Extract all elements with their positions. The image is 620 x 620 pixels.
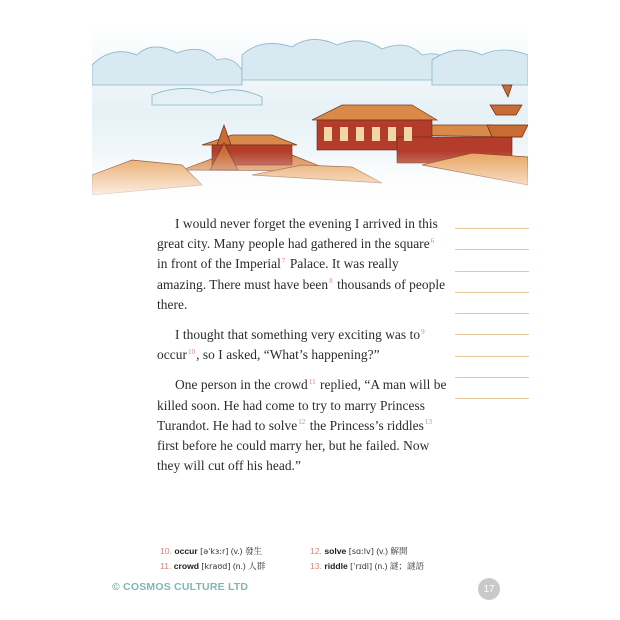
vocab-pronunciation: [ˈrɪdl] bbox=[350, 561, 373, 571]
vocab-pronunciation: [kraʊd] bbox=[201, 561, 231, 571]
p1-text-b: in front of the Imperial bbox=[157, 256, 281, 272]
vocab-number: 12. bbox=[310, 545, 322, 556]
note-line bbox=[455, 313, 529, 314]
vocab-word: riddle bbox=[324, 560, 348, 571]
footnote-12: 12 bbox=[298, 418, 306, 427]
vocab-number: 11. bbox=[160, 560, 172, 571]
paragraph-1 bbox=[157, 214, 449, 315]
palace-illustration bbox=[92, 25, 528, 205]
p2-text-a: I thought that something very exciting was to bbox=[175, 327, 421, 343]
vocabulary-list bbox=[160, 543, 460, 573]
note-line bbox=[455, 377, 529, 378]
paragraph-2 bbox=[157, 325, 449, 365]
vocab-number: 13. bbox=[310, 560, 322, 571]
p3-text-b: replied, “A man will be killed soon. He had come to try to marry Princess Turandot. He had to solve bbox=[157, 377, 447, 433]
vocab-entry bbox=[160, 560, 310, 572]
p3-text-a: One person in the crowd bbox=[175, 377, 308, 393]
footnote-9: 9 bbox=[421, 327, 425, 336]
vocab-entry bbox=[310, 545, 460, 557]
publisher-brand: © COSMOS CULTURE LTD bbox=[112, 581, 249, 593]
p3-text-d: first before he could marry her, but he failed. Now they will cut off his head.” bbox=[157, 438, 430, 474]
vocab-row bbox=[160, 558, 460, 573]
story-text bbox=[157, 214, 449, 486]
p1-text-a: I would never forget the evening I arrived in this great city. Many people had gathered in the square bbox=[157, 216, 438, 252]
p1-text-d: thousands of people there. bbox=[157, 276, 446, 312]
vocab-meaning: 謎；謎語 bbox=[389, 560, 425, 571]
note-line bbox=[455, 334, 529, 335]
note-line bbox=[455, 356, 529, 357]
note-lines bbox=[455, 228, 529, 420]
vocab-meaning: 發生 bbox=[244, 545, 263, 556]
footnote-11: 11 bbox=[308, 377, 316, 386]
p3-text-c: the Princess’s riddles bbox=[306, 417, 424, 433]
p1-text-c: Palace. It was really amazing. There must have been bbox=[157, 256, 399, 292]
note-line bbox=[455, 398, 529, 399]
footnote-6: 6 bbox=[430, 236, 435, 245]
vocab-part-of-speech: (v.) bbox=[376, 545, 389, 556]
vocab-word: occur bbox=[174, 545, 198, 556]
note-line bbox=[455, 249, 529, 250]
footnote-8: 8 bbox=[329, 277, 333, 286]
vocab-part-of-speech: (n.) bbox=[374, 560, 388, 571]
vocab-pronunciation: [əˈkɜːr] bbox=[200, 546, 229, 556]
footnote-13: 13 bbox=[424, 418, 433, 427]
vocab-meaning: 解開 bbox=[390, 545, 408, 556]
vocab-part-of-speech: (n.) bbox=[232, 560, 246, 571]
p2-text-b: occur bbox=[157, 347, 187, 363]
vocab-entry bbox=[160, 545, 310, 557]
vocab-pronunciation: [sɑːlv] bbox=[348, 546, 374, 556]
page-number: 17 bbox=[478, 578, 500, 600]
vocab-word: solve bbox=[324, 545, 347, 556]
footnote-10: 10 bbox=[188, 347, 196, 356]
vocab-entry bbox=[310, 560, 460, 572]
footnote-7: 7 bbox=[281, 256, 286, 265]
note-line bbox=[455, 292, 529, 293]
vocab-number: 10. bbox=[160, 545, 172, 556]
vocab-meaning: 人群 bbox=[248, 560, 266, 571]
vocab-row bbox=[160, 543, 460, 558]
note-line bbox=[455, 228, 529, 229]
vocab-word: crowd bbox=[173, 560, 200, 571]
p2-text-c: , so I asked, “What’s happening?” bbox=[196, 347, 380, 363]
vocab-part-of-speech: (v.) bbox=[230, 545, 243, 556]
paragraph-3 bbox=[157, 375, 449, 476]
note-line bbox=[455, 271, 529, 272]
